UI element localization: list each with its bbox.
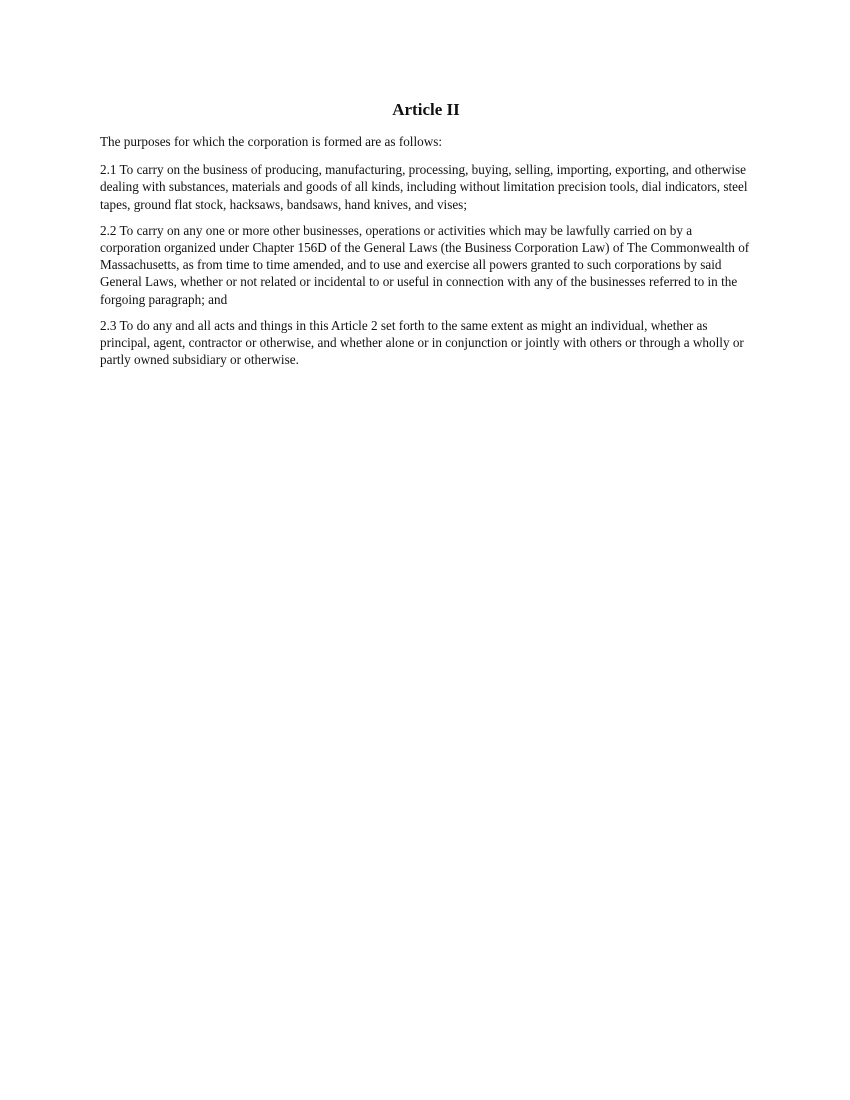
document-body: [100, 98, 752, 377]
purpose-paragraph-2-1: 2.1 To carry on the business of producing, manufacturing, processing, buying, selling, importing, exporting, and otherwise dealing with substances, materials and goods of all kinds, including without limitation precision tools, dial indicators, steel tapes, ground flat stock, hacksaws, bandsaws, hand knives, and vises;: [100, 162, 748, 212]
article-title: Article II: [392, 100, 460, 119]
purpose-paragraph-2-3: 2.3 To do any and all acts and things in this Article 2 set forth to the same extent as might an individual, whether as principal, agent, contractor or otherwise, and whether alone or in conjunction or jointly with others or through a wholly or partly owned subsidiary or otherwise.: [100, 317, 744, 368]
purpose-paragraph-2-2: 2.2 To carry on any one or more other businesses, operations or activities which may be lawfully carried on by a corporation organized under Chapter 156D of the General Laws (the Business Corporation Law) of The Commonwealth of Massachusetts, as from time to time amended, and to use and exercise all powers granted to such corporations by said General Laws, whether or not related or incidental to or useful in connection with any of the businesses referred to in the forgoing paragraph; and: [100, 222, 750, 307]
intro-paragraph: The purposes for which the corporation is formed are as follows:: [100, 134, 443, 149]
